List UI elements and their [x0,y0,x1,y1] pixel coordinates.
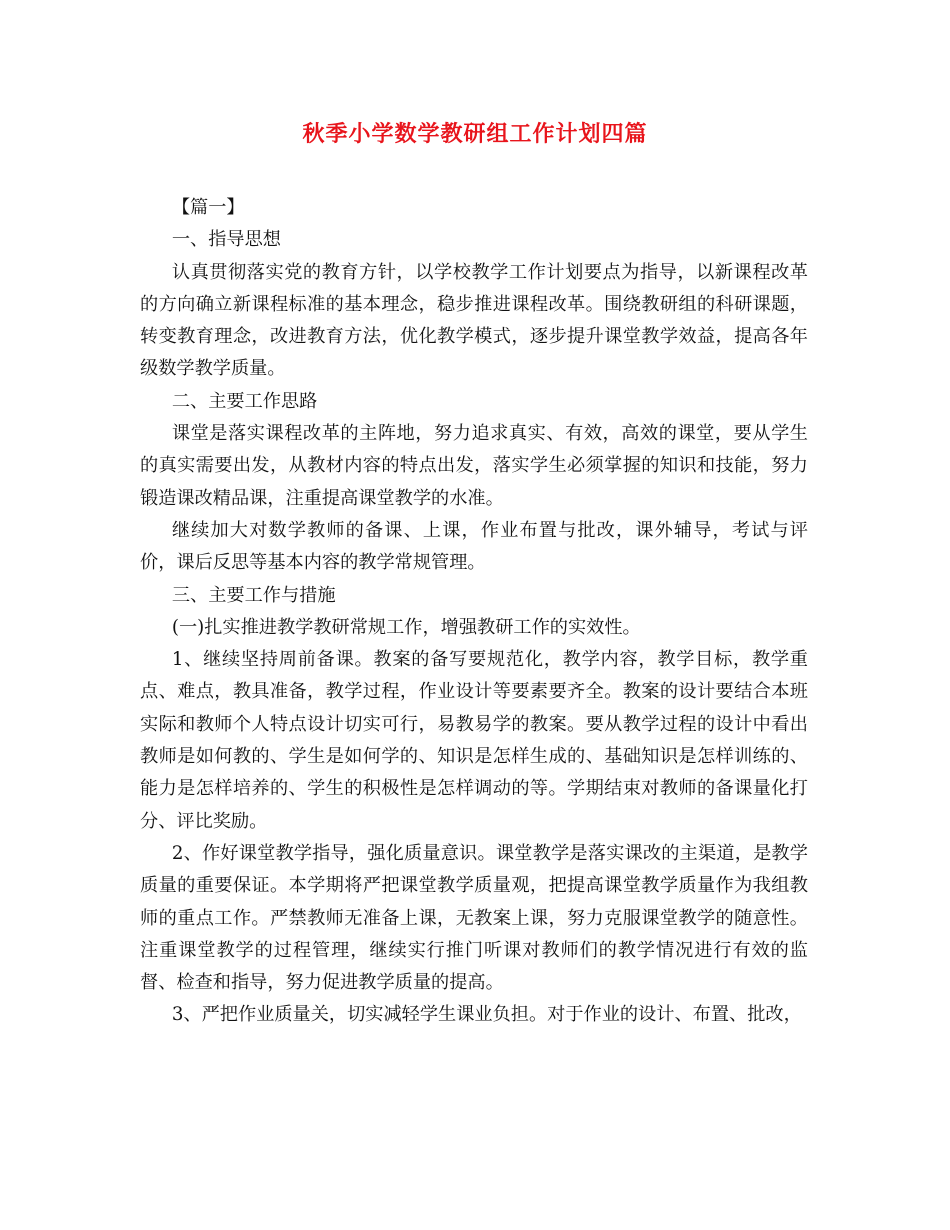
heading-guiding-ideology: 一、指导思想 [171,229,281,251]
paragraph-routine-management: 继续加大对数学教师的备课、上课，作业布置与批改，课外辅导，考试与评价，课后反思等基本内容的教学常规管理。 [140,519,808,574]
document-body [140,192,808,1032]
paragraph-classroom-guidance: 2、作好课堂教学指导，强化质量意识。课堂教学是落实课改的主渠道，是教学质量的重要保证。本学期将严把课堂教学质量观，把提高课堂教学质量作为我组教师的重点工作。严禁教师无准备上课，无教案上课，努力克服课堂教学的随意性。注重课堂教学的过程管理，继续实行推门听课对教师们的教学情况进行有效的监督、检查和指导，努力促进教学质量的提高。 [140,842,808,994]
heading-main-work-measures: 三、主要工作与措施 [171,584,336,606]
paragraph-guiding-ideology: 认真贯彻落实党的教育方针，以学校教学工作计划要点为指导，以新课程改革的方向确立新课程标准的基本理念，稳步推进课程改革。围绕教研组的科研课题，转变教育理念，改进教育方法，优化教学模式，逐步提升课堂教学效益，提高各年级数学教学质量。 [140,261,808,380]
paragraph-lesson-preparation: 1、继续坚持周前备课。教案的备写要规范化，教学内容，教学目标，教学重点、难点，教具准备，教学过程，作业设计等要素要齐全。教案的设计要结合本班实际和教师个人特点设计切实可行，易教易学的教案。要从教学过程的设计中看出教师是如何教的、学生是如何学的、知识是怎样生成的、基础知识是怎样训练的、能力是怎样培养的、学生的积极性是怎样调动的等。学期结束对教师的备课量化打分、评比奖励。 [140,649,808,832]
paragraph-classroom: 课堂是落实课程改革的主阵地，努力追求真实、有效，高效的课堂，要从学生的真实需要出发，从教材内容的特点出发，落实学生必须掌握的知识和技能，努力锻造课改精品课，注重提高课堂教学的水准。 [140,423,808,509]
heading-main-work-ideas: 二、主要工作思路 [171,390,318,412]
document-title: 秋季小学数学教研组工作计划四篇 [302,121,648,147]
section-label-part-one: 【篇一】 [171,197,245,218]
paragraph-homework-quality: 3、严把作业质量关，切实减轻学生课业负担。对于作业的设计、布置、批改， [171,1004,802,1026]
subheading-teaching-research: (一)扎实推进教学教研常规工作，增强教研工作的实效性。 [171,616,641,638]
